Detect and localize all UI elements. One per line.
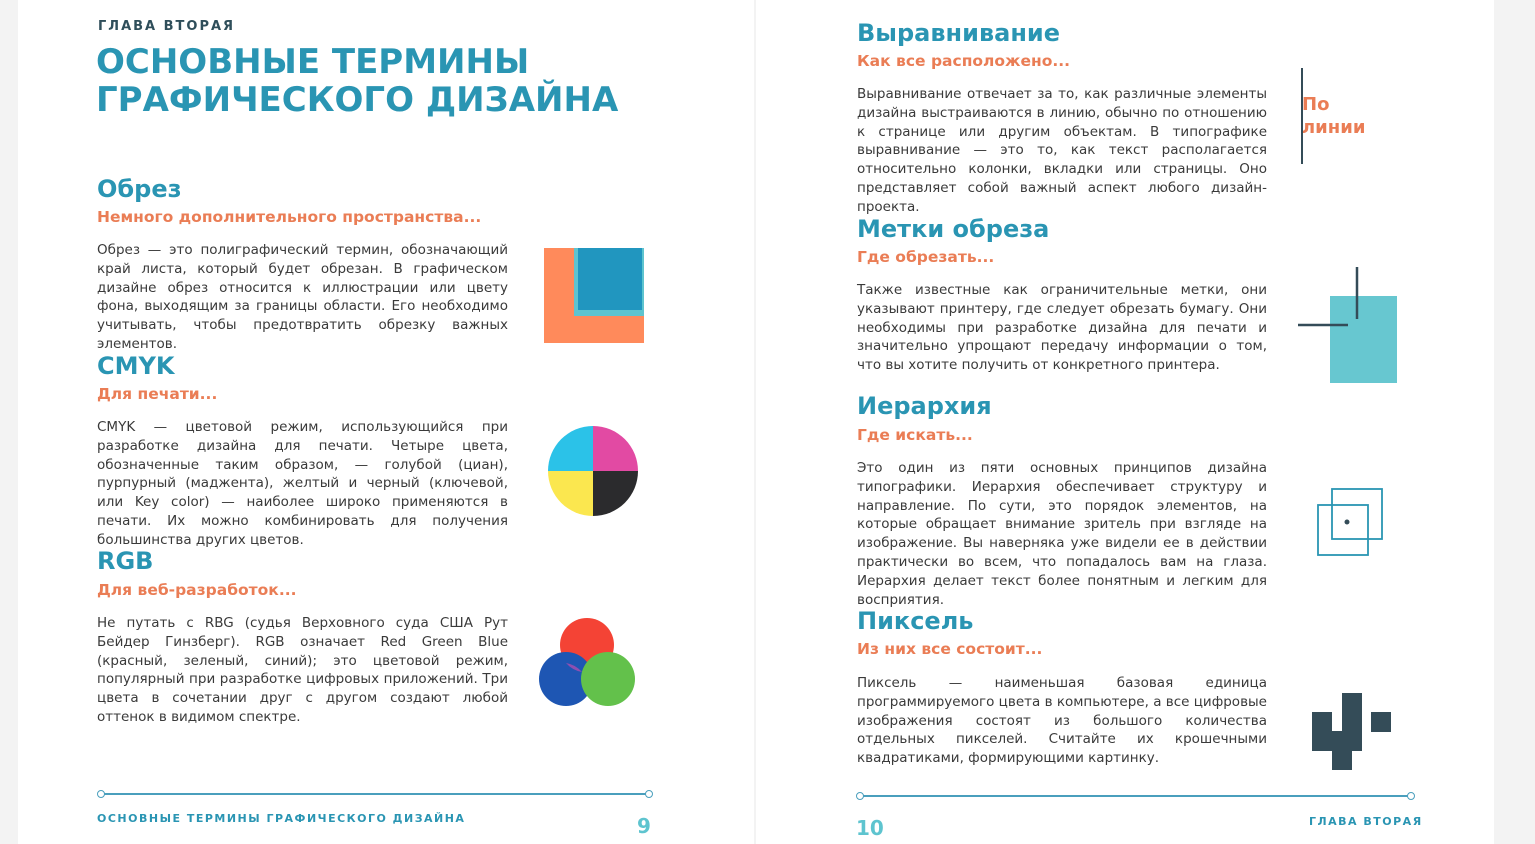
section-body-crop-marks: Также известные как ограничительные метки, они указывают принтеру, где следует обрезать бумагу. Они необходимы при разработке дизайна для печати и значительно упрощают передачу информации о том, что вы хотите получить от конкретного принтера. <box>857 282 1267 374</box>
section-subtitle-hierarchy: Где искать... <box>857 426 973 444</box>
section-body-cmyk: CMYK — цветовой режим, использующийся при разработке дизайна для печати. Четыре цвета, обозначенные таким образом, — голубой (циан), пурпурный (маджента), желтый и черный (ключевой, или Key color) — наиболее широко применяются в печати. Их можно комбинировать для получения большинства других цветов. <box>97 419 508 548</box>
section-title-crop-marks: Метки обреза <box>857 215 1050 243</box>
section-title-hierarchy: Иерархия <box>857 392 992 420</box>
right-page <box>756 0 1494 844</box>
section-subtitle-bleed: Немного дополнительного пространства... <box>97 208 482 226</box>
footer-rule-dot-right <box>645 790 653 798</box>
bleed-icon <box>544 248 644 348</box>
page-title <box>96 43 618 119</box>
cmyk-icon <box>548 426 638 521</box>
footer-rule <box>862 795 1412 797</box>
chapter-label: ГЛАВА ВТОРАЯ <box>98 19 236 34</box>
rgb-icon <box>539 617 635 714</box>
alignment-label-line2: линии <box>1302 117 1366 138</box>
page-title-line1: ОСНОВНЫЕ ТЕРМИНЫ <box>96 42 530 82</box>
alignment-label <box>1302 93 1365 139</box>
pixel-icon <box>1312 693 1392 776</box>
section-subtitle-crop-marks: Где обрезать... <box>857 248 995 266</box>
section-title-cmyk: CMYK <box>97 352 175 380</box>
section-subtitle-alignment: Как все расположено... <box>857 52 1071 70</box>
page-number: 10 <box>856 816 884 840</box>
section-body-alignment: Выравнивание отвечает за то, как различные элементы дизайна выстраиваются в линию, обычно по отношению к странице или другим объектам. В типографике выравнивание — это то, как текст располагается относительно колонки, вкладки или страницы. Оно представляет собой важный аспект любого дизайн-проекта. <box>857 86 1267 215</box>
section-title-alignment: Выравнивание <box>857 19 1061 47</box>
section-subtitle-rgb: Для веб-разработок... <box>97 581 297 599</box>
section-body-bleed: Обрез — это полиграфический термин, обозначающий край листа, который будет обрезан. В графическом дизайне обрез относится к иллюстрации или цвету фона, выходящим за границы области. Его необходимо учитывать, чтобы предотвратить обрезку важных элементов. <box>97 242 508 352</box>
footer-title: ОСНОВНЫЕ ТЕРМИНЫ ГРАФИЧЕСКОГО ДИЗАЙНА <box>97 812 466 825</box>
hierarchy-icon <box>1316 487 1386 562</box>
crop-marks-icon <box>1298 265 1400 390</box>
section-subtitle-pixel: Из них все состоит... <box>857 640 1043 658</box>
left-page <box>18 0 754 844</box>
page-number: 9 <box>637 814 651 838</box>
section-subtitle-cmyk: Для печати... <box>97 385 218 403</box>
alignment-label-line1: По <box>1302 94 1330 115</box>
section-body-hierarchy: Это один из пяти основных принципов дизайна типографики. Иерархия обеспечивает структуру и направление. По сути, это порядок элементов, на которые обращает внимание зритель при взгляде на изображение. Вы наверняка уже видели ее в действии практически во всем, что попадалось вам на глаза. Иерархия делает текст более понятным и легким для восприятия. <box>857 460 1267 608</box>
section-title-pixel: Пиксель <box>857 607 974 635</box>
footer-rule <box>103 793 649 795</box>
footer-chapter: ГЛАВА ВТОРАЯ <box>1309 815 1423 828</box>
footer-rule-dot-left <box>856 792 864 800</box>
section-title-bleed: Обрез <box>97 175 182 203</box>
page-title-line2: ГРАФИЧЕСКОГО ДИЗАЙНА <box>96 80 619 120</box>
section-body-pixel: Пиксель — наименьшая базовая единица программируемого цвета в компьютере, а все цифровые изображения состоят из большого количества отдельных пикселей. Считайте их крошечными квадратиками, формирующими картинку. <box>857 675 1267 767</box>
footer-rule-dot-left <box>97 790 105 798</box>
footer-rule-dot-right <box>1407 792 1415 800</box>
section-body-rgb: Не путать с RBG (судья Верховного суда США Рут Бейдер Гинзберг). RGB означает Red Green Blue (красный, зеленый, синий); это цветовой режим, популярный при разработке цифровых приложений. Три цвета в сочетании друг с другом создают любой оттенок в видимом спектре. <box>97 615 508 725</box>
section-title-rgb: RGB <box>97 547 154 575</box>
